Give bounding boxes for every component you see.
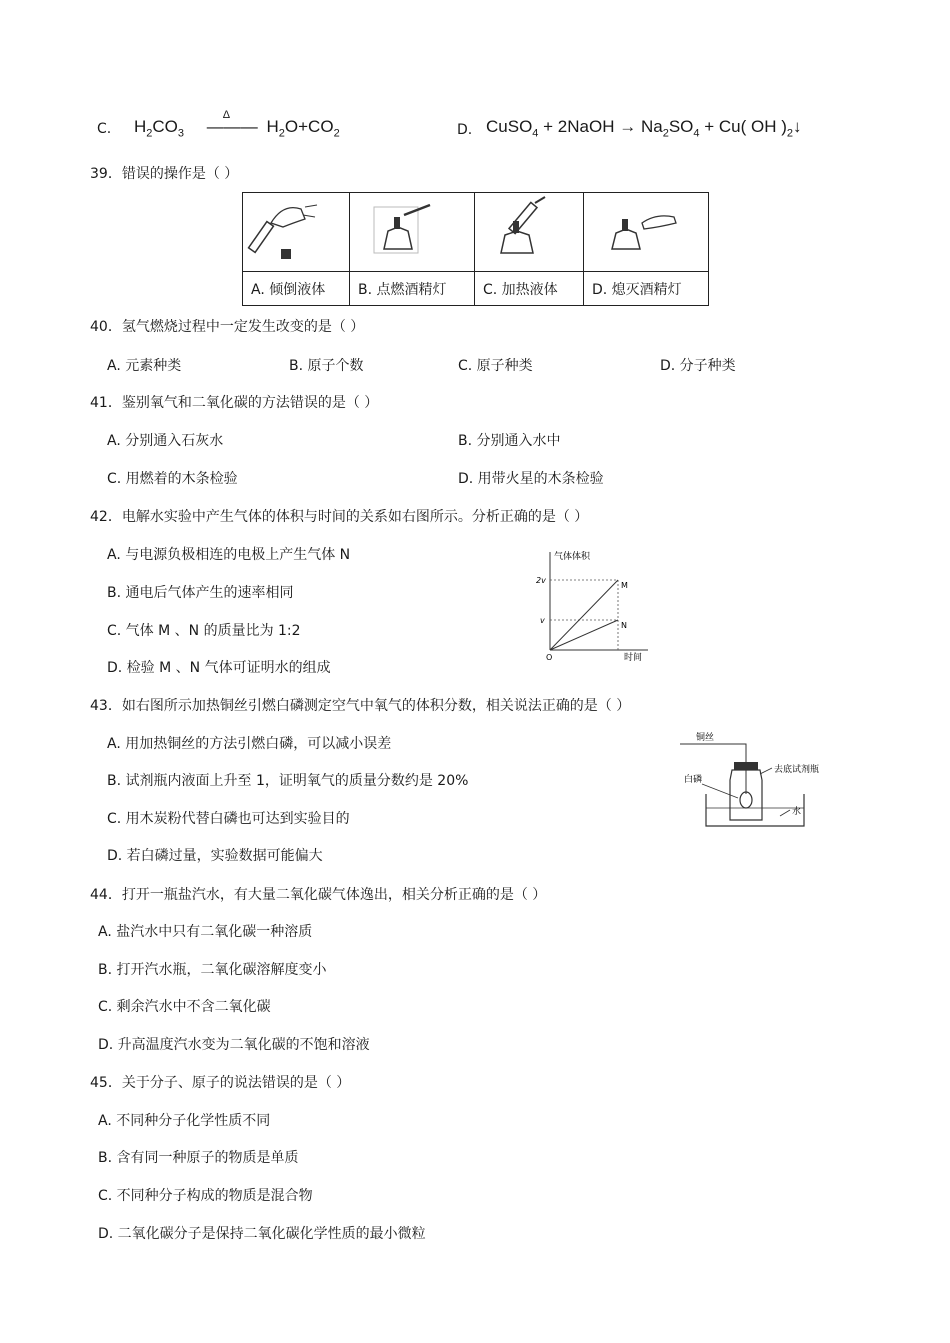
- q40-option-d: D. 分子种类: [660, 358, 736, 374]
- q43-option-b: B. 试剂瓶内液面上升至 1，证明氧气的质量分数约是 20%: [107, 773, 469, 789]
- lighting-lamp-icon: [350, 193, 474, 267]
- q38-option-c-formula: [134, 109, 340, 140]
- q42-stem: 42．电解水实验中产生气体的体积与时间的关系如右图所示。分析正确的是（ ）: [90, 509, 589, 525]
- q41-stem: 41．鉴别氧气和二氧化碳的方法错误的是（ ）: [90, 395, 379, 411]
- tick-v: v: [540, 616, 545, 625]
- pouring-liquid-icon: [243, 193, 349, 267]
- formula-sub: 2: [146, 127, 153, 140]
- label-copper-wire: 铜丝: [696, 733, 715, 743]
- q39-option-a: A. 倾倒液体: [243, 272, 350, 306]
- q42-option-d: D. 检验 M 、N 气体可证明水的组成: [107, 660, 331, 676]
- q43-option-d: D. 若白磷过量，实验数据可能偏大: [107, 848, 323, 864]
- label-n: N: [621, 621, 627, 630]
- label-m: M: [621, 581, 628, 590]
- q44-option-d: D. 升高温度汽水变为二氧化碳的不饱和溶液: [98, 1037, 370, 1053]
- copper-wire: [680, 744, 746, 762]
- q43-stem: 43．如右图所示加热铜丝引燃白磷测定空气中氧气的体积分数，相关说法正确的是（ ）: [90, 698, 631, 714]
- graph-xlabel: 时间: [624, 653, 643, 663]
- formula-part: CuSO: [486, 117, 533, 136]
- q45-option-a: A. 不同种分子化学性质不同: [98, 1113, 271, 1129]
- q45-option-d: D. 二氧化碳分子是保持二氧化碳化学性质的最小微粒: [98, 1226, 426, 1242]
- q42-option-c: C. 气体 M 、N 的质量比为 1:2: [107, 623, 301, 639]
- q39-image-b: [350, 193, 475, 272]
- q39-image-c: [475, 193, 584, 272]
- formula-part: H: [134, 117, 147, 136]
- q39-image-d: [584, 193, 709, 272]
- pointer-bottle: [760, 768, 772, 774]
- q40-option-b: B. 原子个数: [289, 358, 364, 374]
- q40-option-a: A. 元素种类: [107, 358, 182, 374]
- q39-option-c: C. 加热液体: [475, 272, 584, 306]
- formula-part: O+CO: [284, 117, 334, 136]
- precipitate-arrow: ↓: [793, 117, 802, 136]
- q42-volume-time-graph: [530, 548, 655, 664]
- q42-option-b: B. 通电后气体产生的速率相同: [107, 585, 294, 601]
- q44-option-b: B. 打开汽水瓶，二氧化碳溶解度变小: [98, 962, 327, 978]
- q38-option-d-formula: [486, 117, 802, 139]
- q41-option-c: C. 用燃着的木条检验: [107, 471, 238, 487]
- q39-option-d: D. 熄灭酒精灯: [584, 272, 709, 306]
- label-phosphorus: 白磷: [684, 775, 703, 785]
- q41-option-b: B. 分别通入水中: [458, 433, 561, 449]
- stopper: [734, 762, 758, 770]
- label-water: 水: [792, 807, 802, 817]
- formula-part: H: [266, 117, 279, 136]
- formula-sub: 2: [662, 127, 669, 140]
- q44-option-c: C. 剩余汽水中不含二氧化碳: [98, 999, 271, 1015]
- formula-sub: 2: [278, 127, 285, 140]
- heating-liquid-icon: [475, 193, 583, 267]
- q43-option-a: A. 用加热铜丝的方法引燃白磷，可以减小误差: [107, 736, 392, 752]
- q39-stem: 39．错误的操作是（ ）: [90, 166, 239, 182]
- q38-option-d-label: D.: [457, 122, 473, 138]
- formula-part: CO: [152, 117, 178, 136]
- formula-sub: 4: [532, 127, 539, 140]
- arrow-line: —: [206, 117, 224, 136]
- q40-stem: 40．氢气燃烧过程中一定发生改变的是（ ）: [90, 319, 365, 335]
- graph-origin: O: [546, 653, 553, 662]
- q45-option-b: B. 含有同一种原子的物质是单质: [98, 1150, 299, 1166]
- phosphorus-holder: [740, 792, 752, 808]
- q44-stem: 44．打开一瓶盐汽水，有大量二氧化碳气体逸出，相关分析正确的是（ ）: [90, 887, 547, 903]
- formula-part: Na: [640, 117, 663, 136]
- heat-arrow: Δ ———: [206, 109, 258, 136]
- q39-operations-table: [242, 192, 709, 306]
- tick-2v: 2v: [536, 576, 546, 585]
- graph-ylabel: 气体体积: [554, 552, 591, 562]
- q41-option-a: A. 分别通入石灰水: [107, 433, 224, 449]
- formula-sub: 2: [333, 127, 340, 140]
- formula-part: + Cu: [699, 117, 741, 136]
- q45-option-c: C. 不同种分子构成的物质是混合物: [98, 1188, 313, 1204]
- q40-option-c: C. 原子种类: [458, 358, 533, 374]
- line-n: [550, 620, 618, 650]
- formula-sub: 4: [693, 127, 700, 140]
- pointer-water: [780, 810, 790, 816]
- reaction-arrow: →: [619, 117, 637, 136]
- pointer-phosphorus: [702, 784, 738, 798]
- formula-sub: 3: [177, 127, 185, 140]
- formula-sub: 2: [786, 127, 794, 140]
- q39-image-a: [243, 193, 350, 272]
- q41-option-d: D. 用带火星的木条检验: [458, 471, 604, 487]
- q39-option-b: B. 点燃酒精灯: [350, 272, 475, 306]
- q43-option-c: C. 用木炭粉代替白磷也可达到实验目的: [107, 811, 350, 827]
- q42-option-a: A. 与电源负极相连的电极上产生气体 N: [107, 547, 351, 563]
- q45-stem: 45．关于分子、原子的说法错误的是（ ）: [90, 1075, 351, 1091]
- formula-part: ( OH ): [740, 117, 787, 136]
- label-bottle: 去底试剂瓶: [774, 765, 820, 775]
- q43-apparatus-figure: [676, 728, 836, 832]
- q44-option-a: A. 盐汽水中只有二氧化碳一种溶质: [98, 924, 313, 940]
- line-m: [550, 580, 618, 650]
- q38-option-c-label: C.: [97, 121, 112, 137]
- formula-part: + 2NaOH: [538, 117, 615, 136]
- formula-part: SO: [668, 117, 694, 136]
- extinguishing-lamp-icon: [584, 193, 708, 267]
- delta-symbol: Δ: [222, 109, 231, 121]
